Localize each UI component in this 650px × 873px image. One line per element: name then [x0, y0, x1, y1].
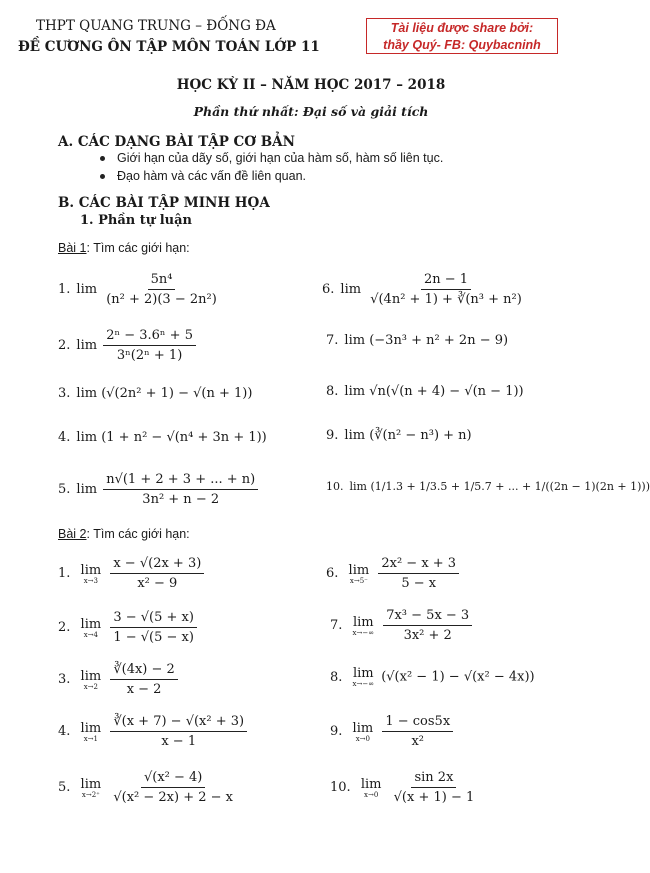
problem-number: 5. [58, 482, 71, 497]
lim-operator: lim [340, 282, 362, 297]
problem-item [326, 480, 650, 493]
problem-number: 7. [326, 333, 339, 348]
section-a-heading: A. CÁC DẠNG BÀI TẬP CƠ BẢN [58, 134, 295, 150]
numerator: 2n − 1 [421, 272, 471, 290]
limit-subscript: x→−∞ [352, 680, 375, 688]
denominator: x − 2 [126, 682, 162, 697]
problem-number: 10. [330, 780, 351, 795]
problem-item [58, 430, 267, 445]
denominator: x² [411, 734, 425, 749]
problem-item [58, 714, 249, 749]
problem-item [326, 428, 472, 443]
numerator: 1 − cos5x [382, 714, 453, 732]
exercise-1-heading [58, 241, 190, 255]
lim-operator: lim [344, 333, 366, 348]
exercise-label: Bài 1 [58, 241, 87, 255]
lim-operator: lim [344, 428, 366, 443]
denominator: (n² + 2)(3 − 2n²) [106, 292, 217, 307]
lim-operator: lim [80, 776, 102, 792]
expression: (1 + n² − √(n⁴ + 3n + 1)) [101, 430, 267, 445]
denominator: x − 1 [161, 734, 197, 749]
problem-item [330, 714, 455, 749]
problem-number: 6. [326, 566, 339, 581]
numerator: sin 2x [411, 770, 456, 788]
problem-item [58, 272, 222, 307]
lim-operator: lim [352, 666, 374, 681]
problem-number: 5. [58, 780, 71, 795]
lim-operator: lim [80, 668, 102, 684]
numerator: ∛(x + 7) − √(x² + 3) [110, 714, 247, 732]
lim-operator: lim [76, 482, 98, 497]
problem-item [322, 272, 527, 307]
numerator: 2x² − x + 3 [378, 556, 459, 574]
lim-operator: lim [80, 720, 102, 736]
problem-number: 4. [58, 430, 71, 445]
subsection-heading: 1. Phần tự luận [80, 213, 192, 228]
share-notice-line1: Tài liệu được share bởi: [390, 21, 534, 35]
problem-item [58, 556, 206, 591]
denominator: √(x² − 2x) + 2 − x [113, 790, 233, 805]
denominator: 5 − x [401, 576, 437, 591]
denominator: 3n² + n − 2 [142, 492, 220, 507]
problem-item [330, 608, 474, 643]
lim-operator: lim [76, 282, 98, 297]
problem-number: 6. [322, 282, 335, 297]
problem-number: 2. [58, 338, 71, 353]
lim-operator: lim [344, 384, 366, 399]
expression: (√(x² − 1) − √(x² − 4x)) [381, 669, 535, 685]
expression: (√(2n² + 1) − √(n + 1)) [101, 386, 253, 401]
problem-item [326, 384, 524, 399]
bullet-text: Đạo hàm và các vấn đề liên quan. [117, 169, 307, 183]
numerator: √(x² − 4) [141, 770, 205, 788]
limit-subscript: x→0 [355, 734, 371, 743]
limit-subscript: x→−∞ [352, 628, 375, 637]
problem-item [58, 328, 198, 363]
denominator: 3x² + 2 [403, 628, 452, 643]
exercise-2-heading [58, 527, 190, 541]
lim-operator: lim [352, 614, 374, 630]
bullet-item [100, 169, 306, 183]
problem-number: 2. [58, 620, 71, 635]
numerator: ∛(4x) − 2 [110, 662, 177, 680]
bullet-item [100, 151, 443, 165]
numerator: n√(1 + 2 + 3 + ... + n) [103, 472, 258, 490]
lim-operator: lim [76, 430, 98, 445]
exercise-label: Bài 2 [58, 527, 87, 541]
problem-number: 4. [58, 724, 71, 739]
denominator: 1 − √(5 − x) [113, 630, 194, 645]
problem-number: 3. [58, 672, 71, 687]
share-notice-line2: thầy Quý- FB: Quybacninh [383, 38, 541, 52]
expression: (∛(n² − n³) + n) [369, 428, 472, 443]
document-title: ĐỀ CƯƠNG ÔN TẬP MÔN TOÁN LỚP 11 [18, 39, 320, 55]
limit-subscript: x→0 [364, 790, 379, 799]
part-heading: Phần thứ nhất: Đại số và giải tích [193, 104, 429, 119]
bullet-icon [100, 174, 105, 179]
problem-number: 1. [58, 282, 71, 297]
numerator: 3 − √(5 + x) [110, 610, 197, 628]
lim-operator: lim [348, 562, 370, 578]
problem-number: 7. [330, 618, 343, 633]
term-heading: HỌC KỲ II – NĂM HỌC 2017 – 2018 [176, 77, 446, 93]
problem-item [58, 662, 180, 697]
denominator: 3ⁿ(2ⁿ + 1) [116, 348, 183, 363]
problem-number: 1. [58, 566, 71, 581]
limit-subscript: x→2 [83, 682, 99, 691]
problem-item [330, 666, 535, 688]
numerator: 7x³ − 5x − 3 [383, 608, 472, 626]
problem-number: 8. [330, 669, 343, 685]
lim-operator: lim [349, 480, 367, 493]
lim-operator: lim [352, 720, 374, 736]
share-notice-box [366, 18, 558, 54]
limit-subscript: x→1 [83, 734, 99, 743]
problem-item [330, 770, 479, 805]
problem-item [326, 556, 461, 591]
numerator: x − √(2x + 3) [110, 556, 204, 574]
expression: √n(√(n + 4) − √(n − 1)) [369, 384, 524, 399]
lim-operator: lim [76, 338, 98, 353]
bullet-text: Giới hạn của dãy số, giới hạn của hàm số, hàm số liên tục. [117, 151, 444, 165]
problem-item [58, 472, 260, 507]
problem-item [58, 386, 252, 401]
expression: (1/1.3 + 1/3.5 + 1/5.7 + ... + 1/((2n − 1)(2n + 1))) [370, 480, 650, 493]
denominator: √(x + 1) − 1 [393, 790, 475, 805]
bullet-icon [100, 156, 105, 161]
exercise-instruction: : Tìm các giới hạn: [86, 527, 190, 541]
lim-operator: lim [80, 562, 102, 578]
expression: (−3n³ + n² + 2n − 9) [369, 333, 509, 348]
lim-operator: lim [360, 776, 382, 792]
exercise-instruction: : Tìm các giới hạn: [86, 241, 190, 255]
numerator: 5n⁴ [148, 272, 176, 290]
problem-number: 10. [326, 480, 344, 493]
limit-subscript: x→4 [83, 630, 99, 639]
denominator: x² − 9 [137, 576, 178, 591]
problem-item [58, 770, 238, 805]
problem-number: 9. [330, 724, 343, 739]
problem-number: 8. [326, 384, 339, 399]
problem-item [58, 610, 199, 645]
lim-operator: lim [76, 386, 98, 401]
denominator: √(4n² + 1) + ∛(n³ + n²) [370, 292, 522, 307]
limit-subscript: x→2⁺ [81, 790, 100, 799]
section-b-heading: B. CÁC BÀI TẬP MINH HỌA [58, 195, 270, 211]
problem-number: 3. [58, 386, 71, 401]
limit-subscript: x→5⁻ [349, 576, 368, 585]
lim-operator: lim [80, 616, 102, 632]
numerator: 2ⁿ − 3.6ⁿ + 5 [103, 328, 196, 346]
school-name: THPT QUANG TRUNG – ĐỐNG ĐA [36, 18, 276, 34]
problem-number: 9. [326, 428, 339, 443]
problem-item [326, 333, 508, 348]
limit-subscript: x→3 [83, 576, 99, 585]
